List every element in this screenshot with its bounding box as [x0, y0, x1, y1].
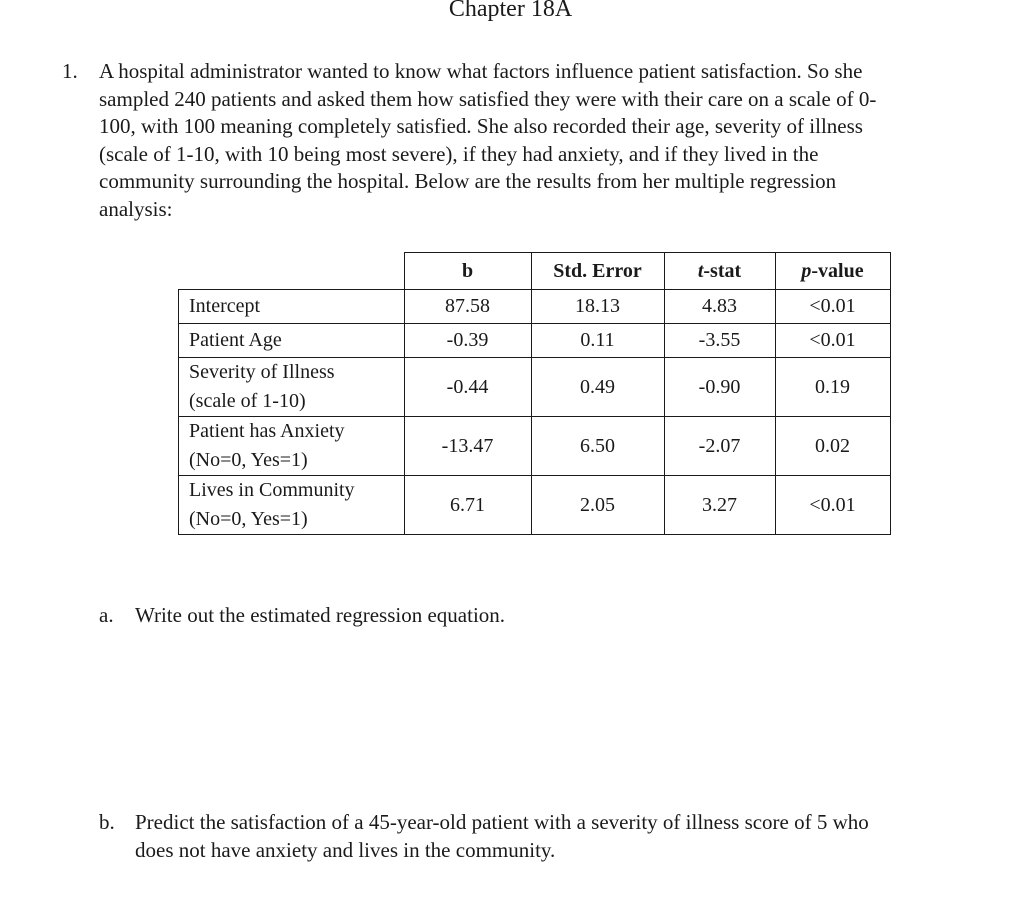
row-label-line2: (No=0, Yes=1) [189, 449, 308, 471]
cell-std-error: 18.13 [531, 290, 664, 324]
row-label [179, 417, 405, 476]
sub-question-letter: a. [99, 603, 114, 627]
cell-b: -0.39 [404, 324, 531, 358]
header-std-error: Std. Error [531, 253, 664, 290]
question-number: 1. [62, 59, 78, 83]
question-line: analysis: [99, 196, 173, 221]
row-label-line1: Severity of Illness [189, 361, 335, 383]
cell-p-value: <0.01 [775, 476, 890, 535]
sub-question-line: Predict the satisfaction of a 45-year-old patient with a severity of illness score of 5 who [135, 810, 869, 834]
question-text [99, 58, 992, 223]
header-blank-cell [179, 253, 405, 290]
header-p-italic: p [801, 259, 812, 282]
row-label [179, 324, 405, 358]
table-row [179, 324, 891, 358]
row-label-line2: (No=0, Yes=1) [189, 508, 308, 530]
cell-t-stat: 4.83 [664, 290, 775, 324]
sub-question-b [99, 808, 869, 864]
row-label [179, 358, 405, 417]
row-label-line1: Patient has Anxiety [189, 420, 345, 442]
cell-t-stat: 3.27 [664, 476, 775, 535]
cell-t-stat: -2.07 [664, 417, 775, 476]
table-row [179, 290, 891, 324]
cell-p-value: 0.19 [775, 358, 890, 417]
row-label [179, 476, 405, 535]
sub-question-line: does not have anxiety and lives in the community. [135, 838, 556, 862]
table-header-row [179, 253, 891, 290]
row-label-line1: Patient Age [189, 329, 282, 351]
cell-p-value: 0.02 [775, 417, 890, 476]
row-label [179, 290, 405, 324]
header-t-italic: t [697, 259, 704, 282]
cell-std-error: 6.50 [531, 417, 664, 476]
table-row [179, 358, 891, 417]
cell-b: 87.58 [404, 290, 531, 324]
cell-b: 6.71 [404, 476, 531, 535]
header-p-value [775, 253, 890, 290]
cell-b: -0.44 [404, 358, 531, 417]
sub-question-line: Write out the estimated regression equation. [135, 603, 506, 627]
chapter-title: Chapter 18A [448, 0, 573, 22]
table-row [179, 476, 891, 535]
question-line: sampled 240 patients and asked them how satisfied they were with their care on a scale of 0- [99, 86, 877, 111]
header-p-rest: -value [811, 259, 864, 282]
question-line: community surrounding the hospital. Below are the results from her multiple regression [99, 169, 837, 193]
sub-question-text [135, 601, 505, 629]
question-line: A hospital administrator wanted to know what factors influence patient satisfaction. So she [99, 59, 863, 83]
cell-t-stat: -3.55 [664, 324, 775, 358]
cell-std-error: 0.11 [531, 324, 664, 358]
cell-p-value: <0.01 [775, 324, 890, 358]
sub-question-a [99, 601, 505, 629]
cell-p-value: <0.01 [775, 290, 890, 324]
cell-t-stat: -0.90 [664, 358, 775, 417]
question-line: 100, with 100 meaning completely satisfied. She also recorded their age, severity of illness [99, 114, 863, 138]
regression-results-table [178, 252, 891, 535]
cell-std-error: 0.49 [531, 358, 664, 417]
row-label-line1: Intercept [189, 295, 261, 317]
row-label-line1: Lives in Community [189, 479, 355, 501]
row-label-line2: (scale of 1-10) [189, 390, 306, 412]
sub-question-letter: b. [99, 810, 115, 834]
header-t-rest: -stat [703, 259, 742, 282]
cell-std-error: 2.05 [531, 476, 664, 535]
question-line: (scale of 1-10, with 10 being most severe), if they had anxiety, and if they lived in the [99, 141, 819, 166]
table-row [179, 417, 891, 476]
cell-b: -13.47 [404, 417, 531, 476]
sub-question-text [135, 808, 869, 864]
question-1 [62, 58, 992, 223]
header-b: b [404, 253, 531, 290]
header-t-stat [664, 253, 775, 290]
